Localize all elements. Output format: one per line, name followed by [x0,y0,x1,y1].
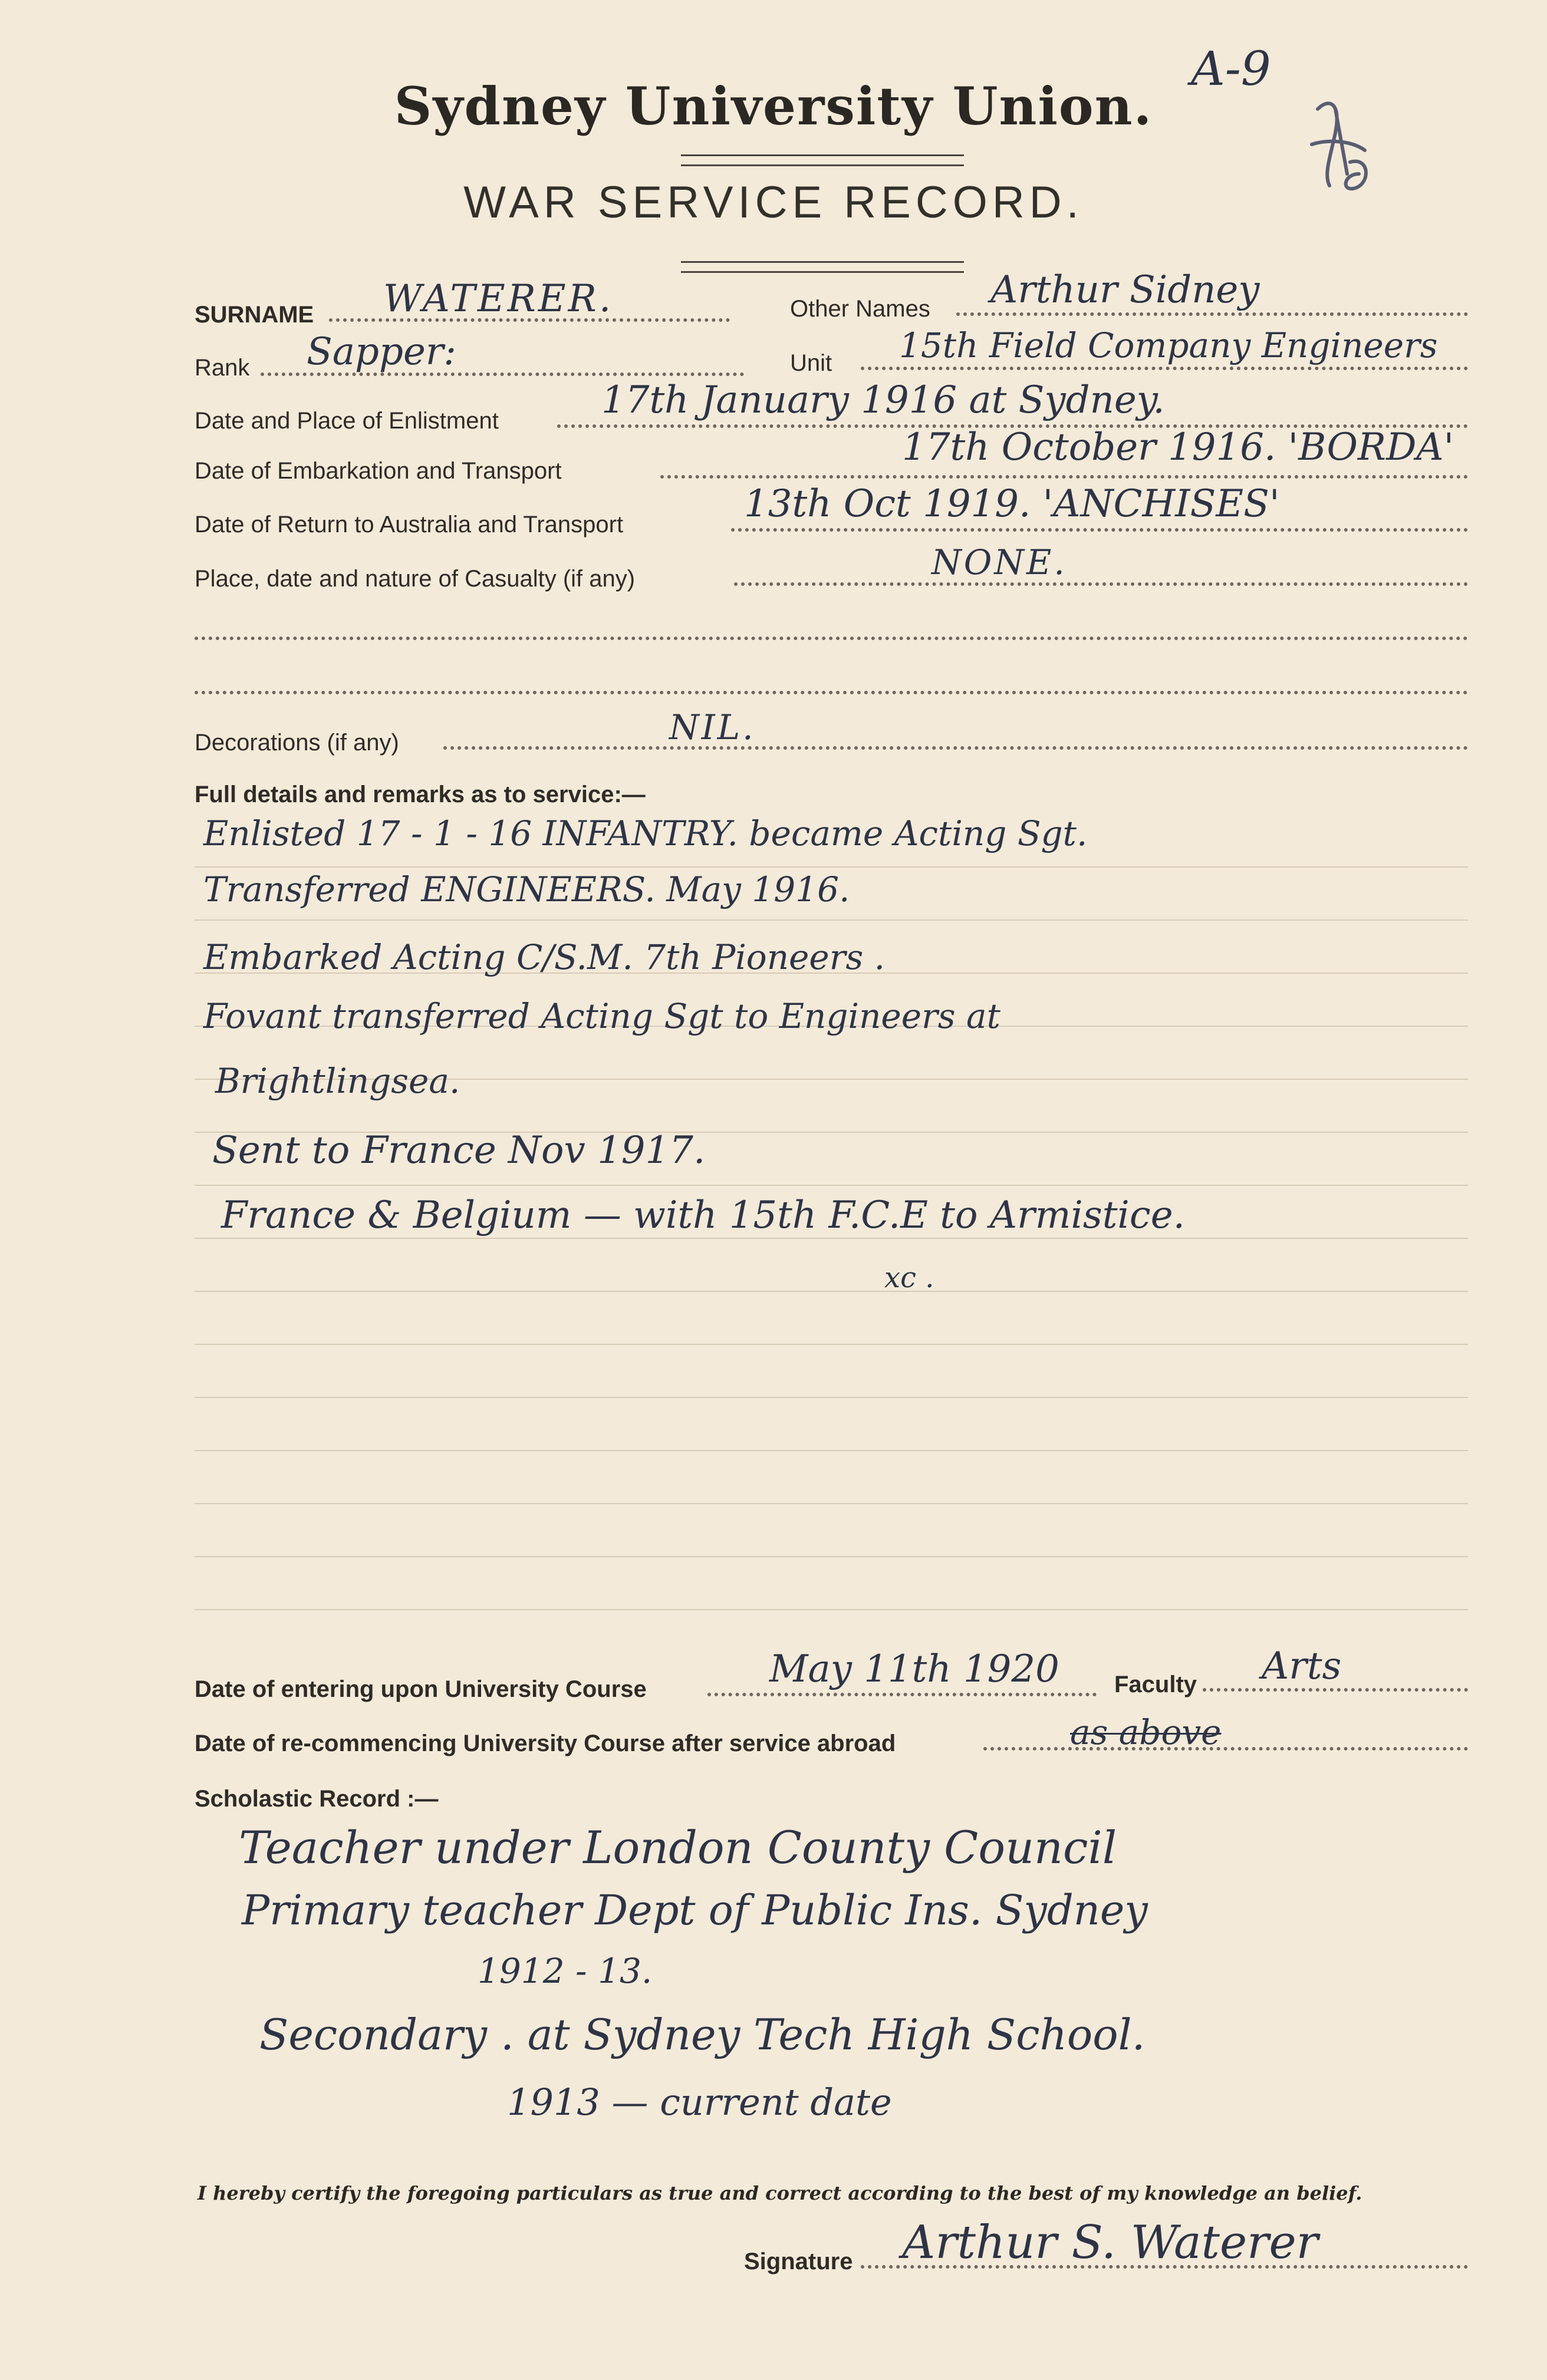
casualty-label: Place, date and nature of Casualty (if any) [195,566,636,592]
ruled-line [195,1397,1468,1398]
decorations-label: Decorations (if any) [195,730,399,756]
casualty-extra-line-2 [195,691,1468,694]
remark-line: xc . [884,1261,934,1294]
ruled-line [195,1291,1468,1292]
ruled-line [195,919,1468,921]
decorations-value: NIL. [669,707,756,747]
scholastic-line: Teacher under London County Council [239,1821,1117,1874]
embarkation-value: 17th October 1916. 'BORDA' [902,426,1454,469]
ruled-line [195,1556,1468,1557]
unit-value: 15th Field Company Engineers [899,325,1438,365]
enlistment-value: 17th January 1916 at Sydney. [601,378,1165,422]
other-names-label: Other Names [790,296,930,322]
ruled-line [195,1344,1468,1345]
remark-line: Sent to France Nov 1917. [212,1129,706,1172]
other-names-dotted-line [956,312,1468,316]
ruled-line [195,1503,1468,1504]
signature-value: Arthur S. Waterer [902,2216,1318,2269]
record-subtitle: WAR SERVICE RECORD. [463,177,1084,228]
ruled-line [195,1609,1468,1610]
unit-label: Unit [790,350,832,376]
casualty-value: NONE. [932,542,1067,582]
faculty-value: Arts [1262,1644,1342,1688]
enlistment-label: Date and Place of Enlistment [195,408,499,434]
casualty-extra-line-1 [195,637,1468,640]
unit-dotted-line [861,367,1468,370]
signature-label: Signature [744,2249,853,2274]
remark-line: Transferred ENGINEERS. May 1916. [203,869,850,909]
remark-line: Brightlingsea. [215,1061,460,1101]
return-label: Date of Return to Australia and Transport [195,512,624,538]
remark-line: Fovant transferred Acting Sgt to Engineers at [203,996,1000,1036]
other-names-value: Arthur Sidney [990,268,1260,312]
corner-note: A-9 [1191,41,1271,96]
recommencing-label: Date of re-commencing University Course after service abroad [195,1730,896,1756]
surname-value: WATERER. [383,277,614,321]
ruled-line [195,1238,1468,1239]
return-value: 13th Oct 1919. 'ANCHISES' [744,482,1280,526]
ruled-line [195,866,1468,868]
casualty-dotted-line [734,582,1468,586]
decorations-dotted-line [443,746,1468,750]
scholastic-line: Secondary . at Sydney Tech High School. [259,2010,1146,2059]
certification-statement: I hereby certify the foregoing particulars as true and correct according to the best of my knowledge an belief. [198,2182,1362,2204]
remark-line: Embarked Acting C/S.M. 7th Pioneers . [203,937,886,977]
ruled-line [195,1450,1468,1451]
page-title: Sydney University Union. [394,75,1153,137]
recommencing-value: as above [1070,1712,1222,1752]
return-dotted-line [731,528,1468,532]
faculty-dotted-line [1203,1688,1468,1692]
scholastic-line: 1913 — current date [507,2081,892,2124]
scholastic-line: Primary teacher Dept of Public Ins. Sydney [242,1886,1148,1934]
remark-line: Enlisted 17 - 1 - 16 INFANTRY. became Acting Sgt. [203,813,1088,853]
ruled-line [195,1185,1468,1186]
entering-label: Date of entering upon University Course [195,1676,647,1702]
scholastic-label: Scholastic Record :— [195,1786,439,1812]
entering-dotted-line [707,1693,1097,1696]
entering-value: May 11th 1920 [769,1647,1059,1691]
embarkation-dotted-line [660,475,1468,479]
surname-label: SURNAME [195,302,314,328]
remark-line: France & Belgium — with 15th F.C.E to Armistice. [221,1194,1185,1237]
subtitle-rule [681,261,964,273]
rank-label: Rank [195,355,250,381]
remarks-label: Full details and remarks as to service:— [195,782,646,807]
scholastic-line: 1912 - 13. [478,1951,653,1991]
title-rule [681,154,964,166]
embarkation-label: Date of Embarkation and Transport [195,458,562,484]
faculty-label: Faculty [1114,1672,1197,1697]
rank-value: Sapper: [307,330,456,374]
recommencing-dotted-line [983,1747,1468,1751]
